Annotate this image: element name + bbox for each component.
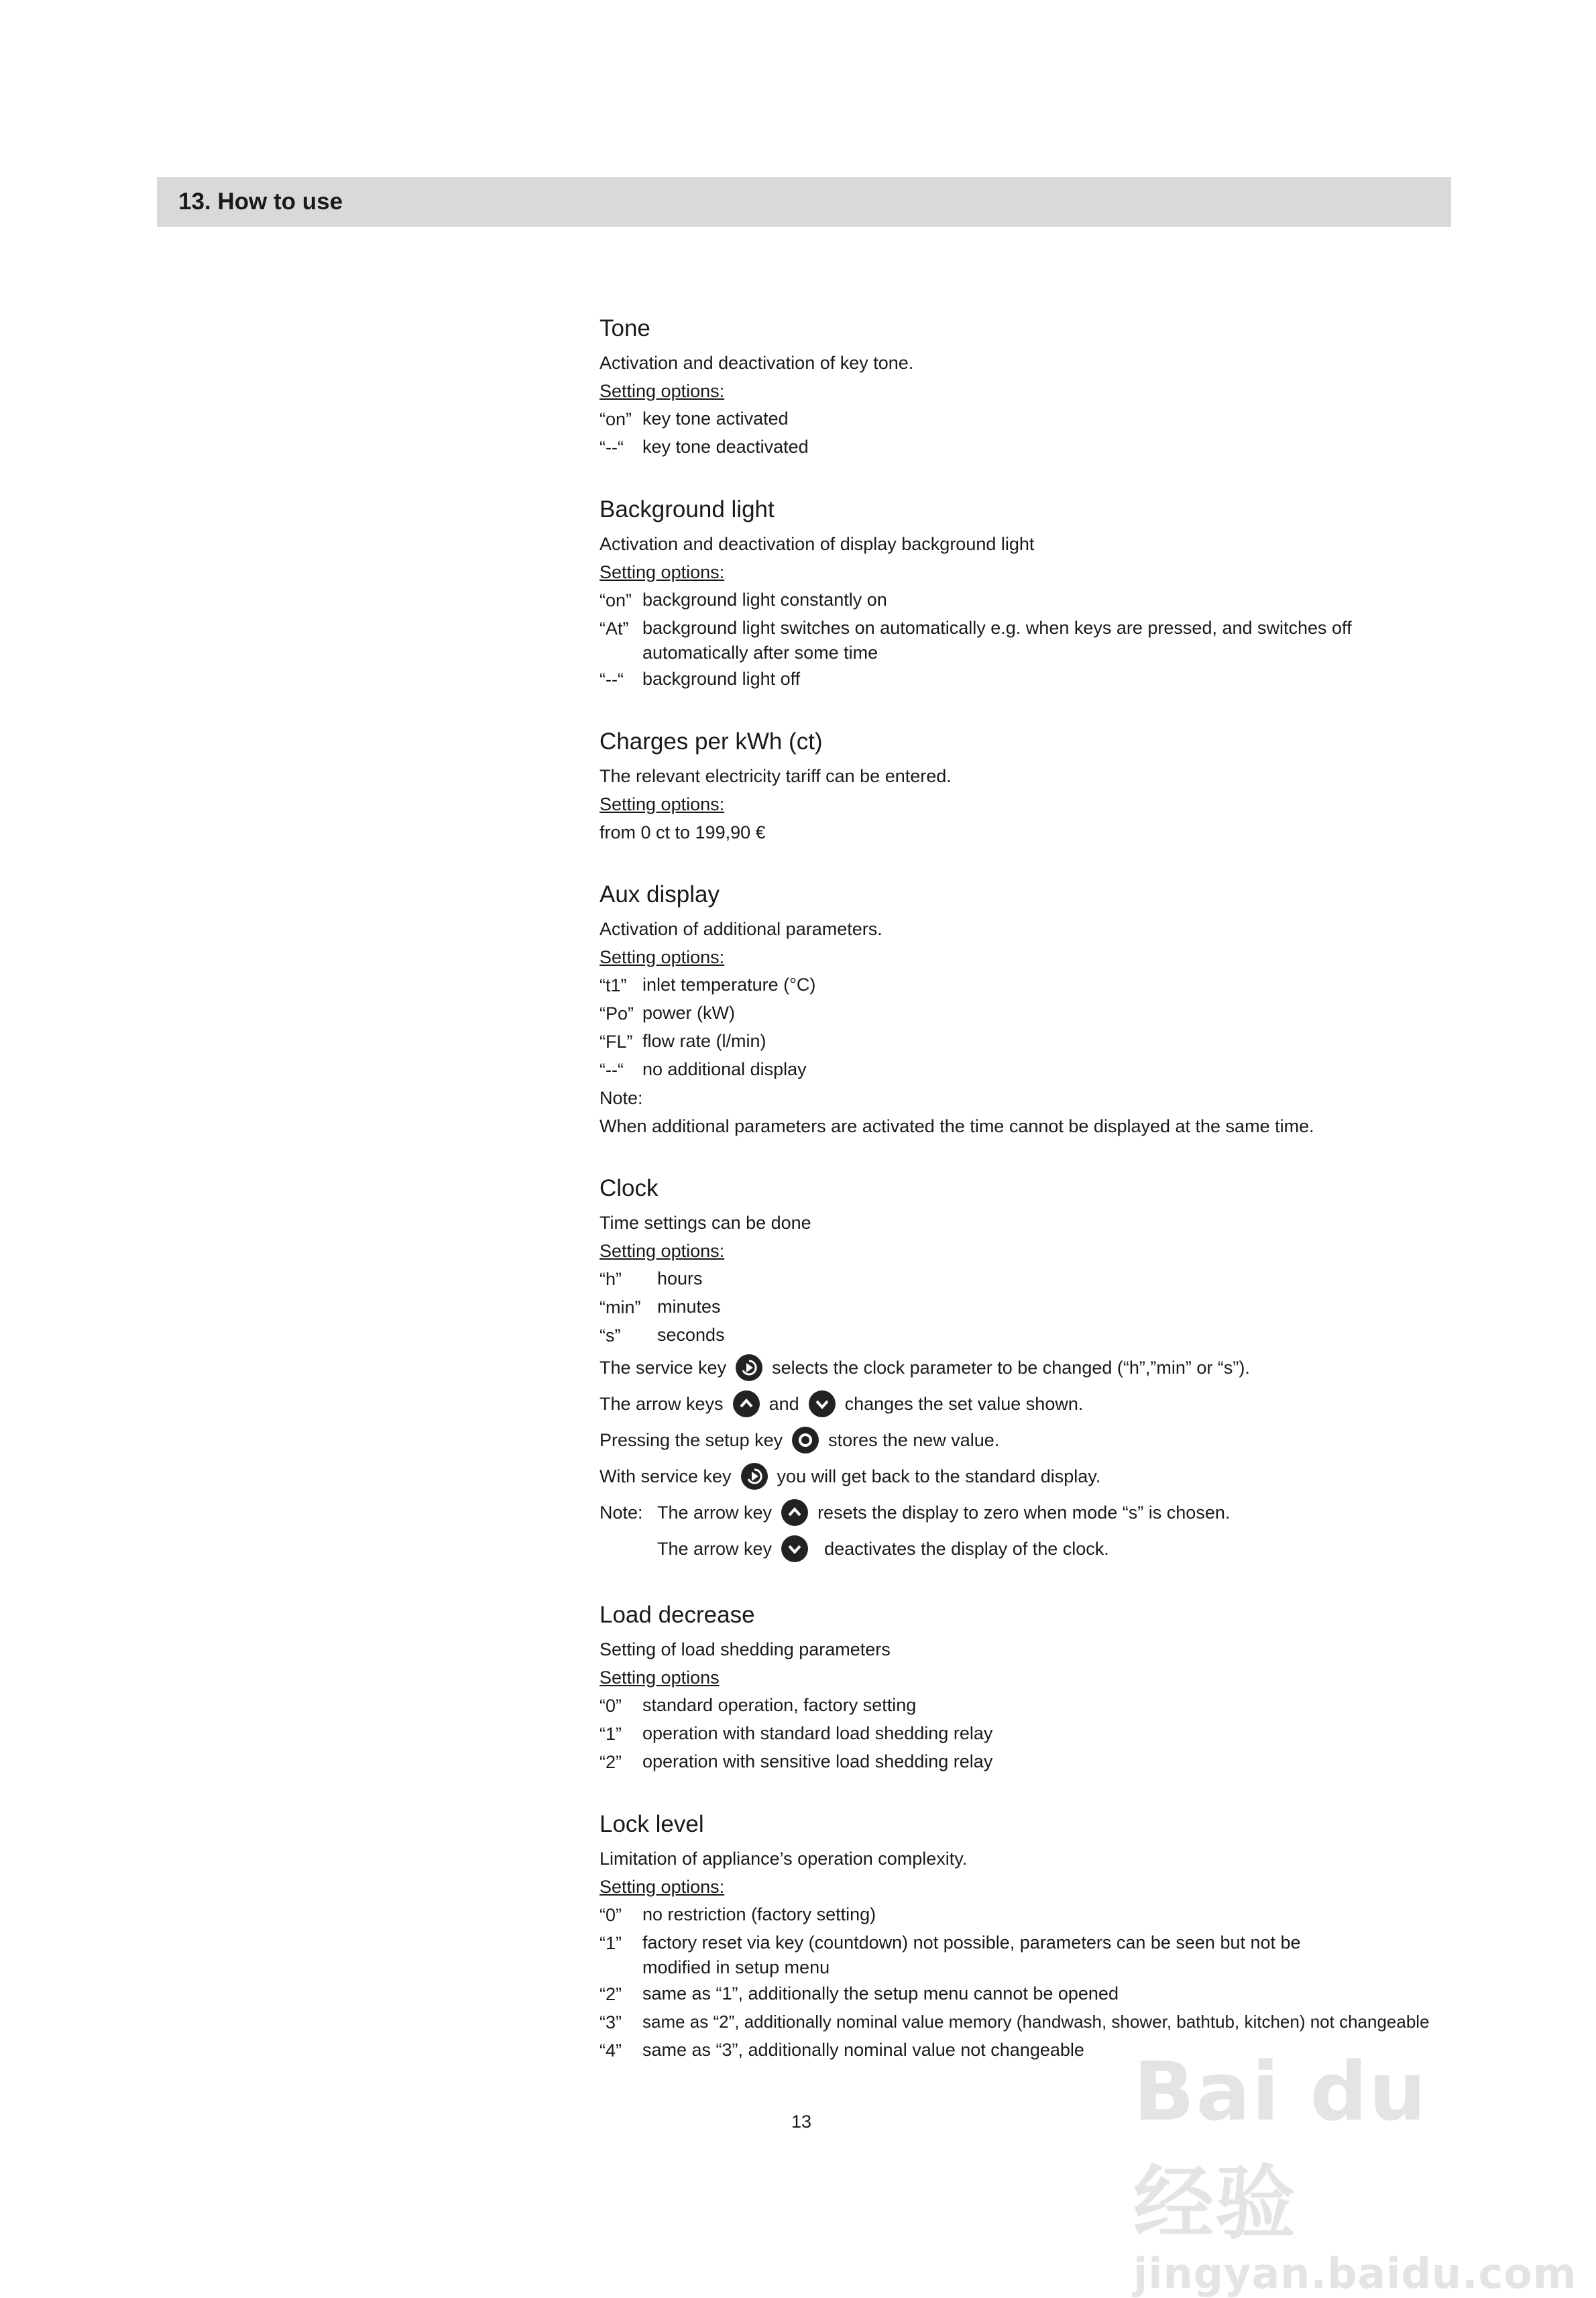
option-desc: no additional display: [642, 1059, 807, 1079]
option-row: [600, 2008, 1451, 2036]
option-code: “4”: [600, 2040, 622, 2061]
clock-note-up-line: [600, 1494, 1451, 1531]
option-code: “--“: [600, 437, 624, 457]
aux-display-setting-label: Setting options:: [600, 947, 725, 967]
option-code: “on”: [600, 409, 632, 429]
service-back-post: you will get back to the standard display.: [777, 1466, 1101, 1486]
service-key-icon: [736, 1354, 762, 1381]
aux-display-note-text: When additional parameters are activated the time cannot be displayed at the same time.: [600, 1116, 1314, 1136]
note-up-pre: The arrow key: [657, 1502, 773, 1523]
clock-section: [600, 1174, 1451, 1567]
option-row: [600, 433, 1451, 461]
aux-display-title: Aux display: [600, 881, 720, 908]
option-code: “h”: [600, 1269, 622, 1289]
option-desc: standard operation, factory setting: [642, 1695, 917, 1715]
option-code: “0”: [600, 1905, 622, 1925]
background-light-title: Background light: [600, 496, 775, 523]
option-desc: operation with sensitive load shedding relay: [642, 1751, 993, 1771]
arrow-keys-line: [600, 1386, 1451, 1422]
baidu-watermark: [1133, 2046, 1577, 2298]
option-desc: operation with standard load shedding relay: [642, 1723, 993, 1743]
note-down-pre: The arrow key: [657, 1539, 773, 1559]
charges-setting-label: Setting options:: [600, 794, 725, 814]
arrow-keys-and: and: [768, 1394, 799, 1414]
aux-display-description: Activation of additional parameters.: [600, 919, 882, 939]
section-header: [157, 177, 1451, 227]
clock-setting-label: Setting options:: [600, 1241, 725, 1261]
arrow-keys-pre: The arrow keys: [600, 1394, 724, 1414]
option-row: [600, 1056, 1451, 1084]
option-code: “t1”: [600, 975, 627, 995]
option-code: “on”: [600, 590, 632, 610]
service-back-pre: With service key: [600, 1466, 732, 1486]
option-code: “2”: [600, 1984, 622, 2004]
option-row: [600, 614, 1451, 665]
option-code: “3”: [600, 2012, 622, 2032]
tone-description: Activation and deactivation of key tone.: [600, 353, 914, 373]
clock-title: Clock: [600, 1175, 659, 1201]
background-light-description: Activation and deactivation of display background light: [600, 534, 1035, 554]
service-key-post: selects the clock parameter to be changed (“h”,”min” or “s”).: [772, 1358, 1250, 1378]
option-desc: key tone deactivated: [642, 437, 809, 457]
option-code: “1”: [600, 1724, 622, 1744]
setup-key-pre: Pressing the setup key: [600, 1430, 783, 1450]
option-row: [600, 1293, 1451, 1321]
setup-key-icon: [792, 1427, 819, 1454]
setup-key-post: stores the new value.: [828, 1430, 1000, 1450]
option-desc: background light switches on automatically e.g. when keys are pressed, and switches off automatically after some time: [642, 618, 1352, 663]
option-code: “2”: [600, 1752, 622, 1772]
option-row: [600, 1720, 1451, 1748]
setup-key-line: [600, 1422, 1451, 1458]
option-code: “--“: [600, 669, 624, 690]
tone-title: Tone: [600, 315, 650, 341]
lock-level-section: [600, 1810, 1451, 2065]
tone-section: [600, 314, 1451, 461]
option-row: [600, 1929, 1451, 1980]
charges-range: from 0 ct to 199,90 €: [600, 822, 766, 842]
option-desc: seconds: [657, 1325, 725, 1345]
arrow-keys-post: changes the set value shown.: [844, 1394, 1084, 1414]
charges-title: Charges per kWh (ct): [600, 728, 823, 755]
service-key-line: [600, 1350, 1451, 1386]
option-desc: minutes: [657, 1297, 721, 1317]
option-desc: same as “2”, additionally nominal value memory (handwash, shower, bathtub, kitchen) not changeable: [642, 2012, 1430, 2032]
option-row: [600, 405, 1451, 433]
note-up-post: resets the display to zero when mode “s” is chosen.: [817, 1502, 1231, 1523]
option-desc: hours: [657, 1268, 703, 1289]
charges-section: [600, 727, 1451, 846]
option-row: [600, 665, 1451, 694]
load-decrease-section: [600, 1600, 1451, 1776]
note-down-post: deactivates the display of the clock.: [824, 1539, 1109, 1559]
option-code: “Po”: [600, 1003, 634, 1024]
load-decrease-description: Setting of load shedding parameters: [600, 1639, 891, 1659]
charges-description: The relevant electricity tariff can be entered.: [600, 766, 952, 786]
option-row: [600, 1321, 1451, 1350]
arrow-up-key-icon: [733, 1390, 760, 1417]
clock-note-down-line: [600, 1531, 1451, 1567]
aux-display-note-label: Note:: [600, 1088, 643, 1108]
service-key-pre: The service key: [600, 1358, 727, 1378]
option-desc: flow rate (l/min): [642, 1031, 766, 1051]
option-desc: key tone activated: [642, 408, 789, 429]
option-desc: factory reset via key (countdown) not possible, parameters can be seen but not be modified in setup menu: [642, 1932, 1301, 1977]
lock-level-title: Lock level: [600, 1811, 704, 1837]
option-row: [600, 971, 1451, 999]
arrow-down-key-icon: [809, 1390, 836, 1417]
lock-level-setting-label: Setting options:: [600, 1877, 725, 1897]
option-desc: same as “1”, additionally the setup menu cannot be opened: [642, 1983, 1119, 2004]
option-row: [600, 1901, 1451, 1929]
service-back-line: [600, 1458, 1451, 1494]
page-number: 13: [791, 2112, 812, 2132]
option-desc: background light constantly on: [642, 590, 887, 610]
section-title: 13. How to use: [178, 188, 343, 215]
option-row: [600, 586, 1451, 614]
option-code: “FL”: [600, 1032, 633, 1052]
option-desc: no restriction (factory setting): [642, 1904, 876, 1924]
aux-display-section: [600, 880, 1451, 1140]
option-desc: inlet temperature (°C): [642, 975, 816, 995]
option-row: [600, 1980, 1451, 2008]
option-code: “1”: [600, 1933, 622, 1953]
option-code: “At”: [600, 618, 629, 639]
background-light-section: [600, 495, 1451, 694]
arrow-down-key-icon: [781, 1535, 808, 1562]
option-code: “--“: [600, 1060, 624, 1080]
option-desc: background light off: [642, 669, 801, 689]
load-decrease-title: Load decrease: [600, 1602, 755, 1628]
option-row: [600, 1692, 1451, 1720]
arrow-up-key-icon: [781, 1499, 808, 1526]
tone-setting-label: Setting options:: [600, 381, 725, 401]
option-code: “0”: [600, 1696, 622, 1716]
clock-note-label: Note:: [600, 1502, 643, 1523]
service-key-icon: [741, 1463, 768, 1490]
lock-level-description: Limitation of appliance’s operation complexity.: [600, 1849, 968, 1869]
clock-description: Time settings can be done: [600, 1213, 811, 1233]
option-code: “min”: [600, 1297, 641, 1317]
option-desc: power (kW): [642, 1003, 736, 1023]
option-code: “s”: [600, 1325, 621, 1346]
content-column: [600, 314, 1451, 2098]
option-row: [600, 1748, 1451, 1776]
option-row: [600, 999, 1451, 1028]
option-desc: same as “3”, additionally nominal value not changeable: [642, 2040, 1084, 2060]
background-light-setting-label: Setting options:: [600, 562, 725, 582]
load-decrease-setting-label: Setting options: [600, 1667, 720, 1688]
option-row: [600, 1265, 1451, 1293]
option-row: [600, 1028, 1451, 1056]
watermark-sub: jingyan.baidu.com: [1133, 2249, 1577, 2298]
watermark-main: Bai du 经验: [1133, 2046, 1428, 2250]
